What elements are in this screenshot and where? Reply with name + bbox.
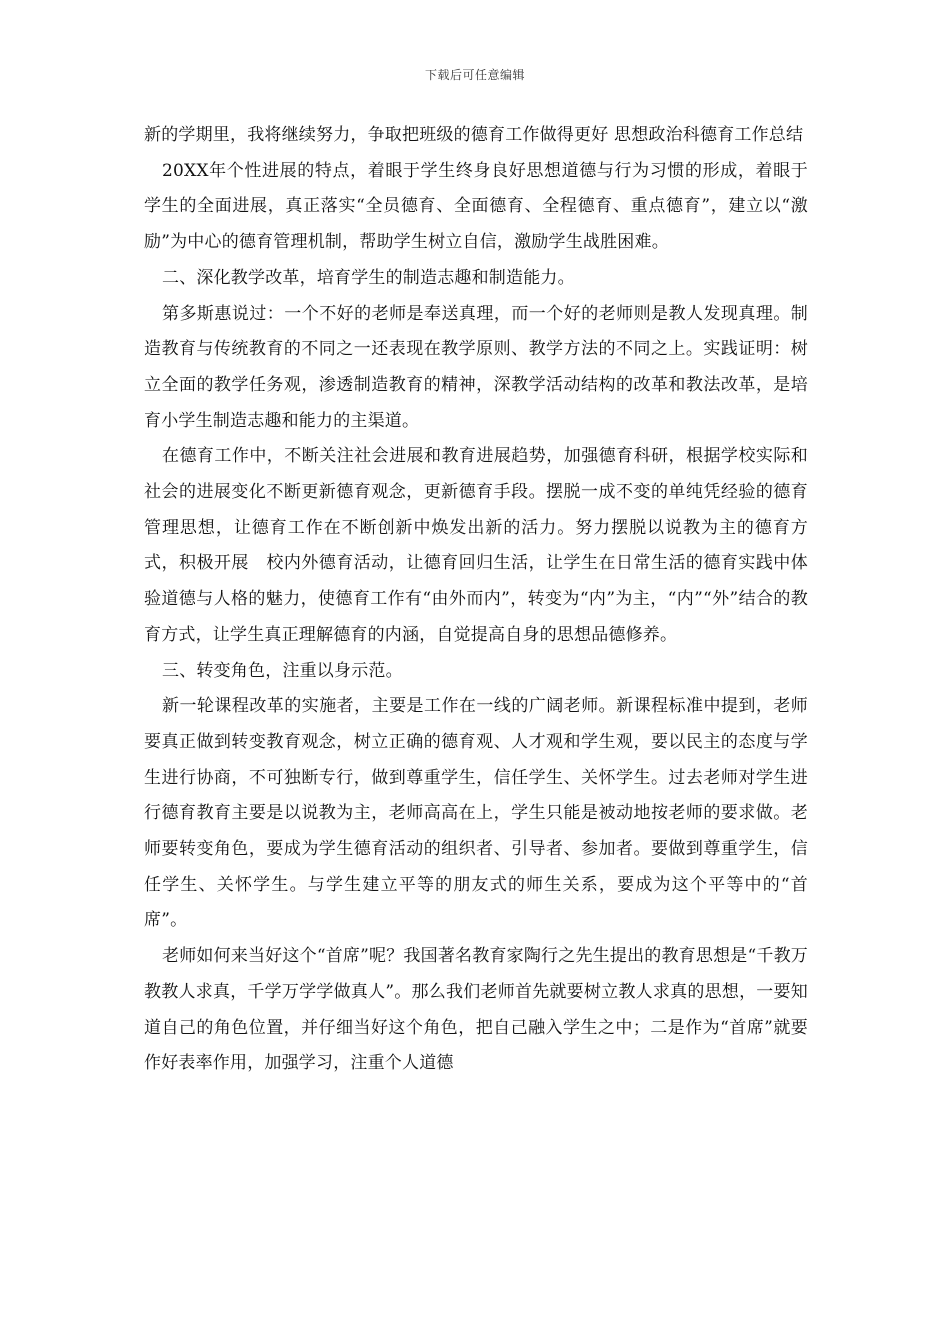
section-heading-2: 二、深化教学改革，培育学生的制造志趣和制造能力。 bbox=[162, 267, 575, 288]
paragraph-development: 20XX年个性进展的特点，着眼于学生终身良好思想道德与行为习惯的形成，着眼于学生的全面进展，真正落实“全员德育、全面德育、全程德育、重点德育”，建立以“激励”为中心的德育管理机制，帮助学生树立自信，激励学生战胜困难。 bbox=[144, 160, 808, 253]
paragraph-teaching-reform: 第多斯惠说过：一个不好的老师是奉送真理，而一个好的老师则是教人发现真理。制造教育与传统教育的不同之一还表现在教学原则、教学方法的不同之上。实践证明：树立全面的教学任务观，渗透制造教育的精神，深教学活动结构的改革和教法改革，是培育小学生制造志趣和能力的主渠道。 bbox=[144, 303, 808, 431]
paragraph-moral-work: 在德育工作中，不断关注社会进展和教育进展趋势，加强德育科研，根据学校实际和社会的进展变化不断更新德育观念，更新德育手段。摆脱一成不变的单纯凭经验的德育管理思想，让德育工作在不断创新中焕发出新的活力。努力摆脱以说教为主的德育方式，积极开展 校内外德育活动，让德育回归生活，让学生在日常生活的德育实践中体验道德与人格的魅力，使德育工作有“由外而内”，转变为“内”为主，“内”“外”结合的教育方式，让学生真正理解德育的内涵，自觉提高自身的思想品德修养。 bbox=[144, 446, 808, 645]
page-header-note: 下载后可任意编辑 bbox=[424, 68, 525, 82]
document-body bbox=[144, 118, 808, 1082]
paragraph-chief-role: 老师如何来当好这个“首席”呢？我国著名教育家陶行之先生提出的教育思想是“千教万教教人求真，千学万学学做真人”。那么我们老师首先就要树立教人求真的思想，一要知道自己的角色位置，并仔细当好这个角色，把自己融入学生之中；二是作为“首席”就要作好表率作用，加强学习，注重个人道德 bbox=[144, 946, 808, 1074]
paragraph-role-change: 新一轮课程改革的实施者，主要是工作在一线的广阔老师。新课程标准中提到，老师要真正做到转变教育观念，树立正确的德育观、人才观和学生观，要以民主的态度与学生进行协商，不可独断专行，做到尊重学生，信任学生、关怀学生。过去老师对学生进行德育教育主要是以说教为主，老师高高在上，学生只能是被动地按老师的要求做。老师要转变角色，要成为学生德育活动的组织者、引导者、参加者。要做到尊重学生，信任学生、关怀学生。与学生建立平等的朋友式的师生关系，要成为这个平等中的“首席”。 bbox=[144, 696, 808, 931]
section-heading-3: 三、转变角色，注重以身示范。 bbox=[162, 660, 403, 681]
paragraph-intro: 新的学期里，我将继续努力，争取把班级的德育工作做得更好 思想政治科德育工作总结 bbox=[144, 125, 804, 145]
